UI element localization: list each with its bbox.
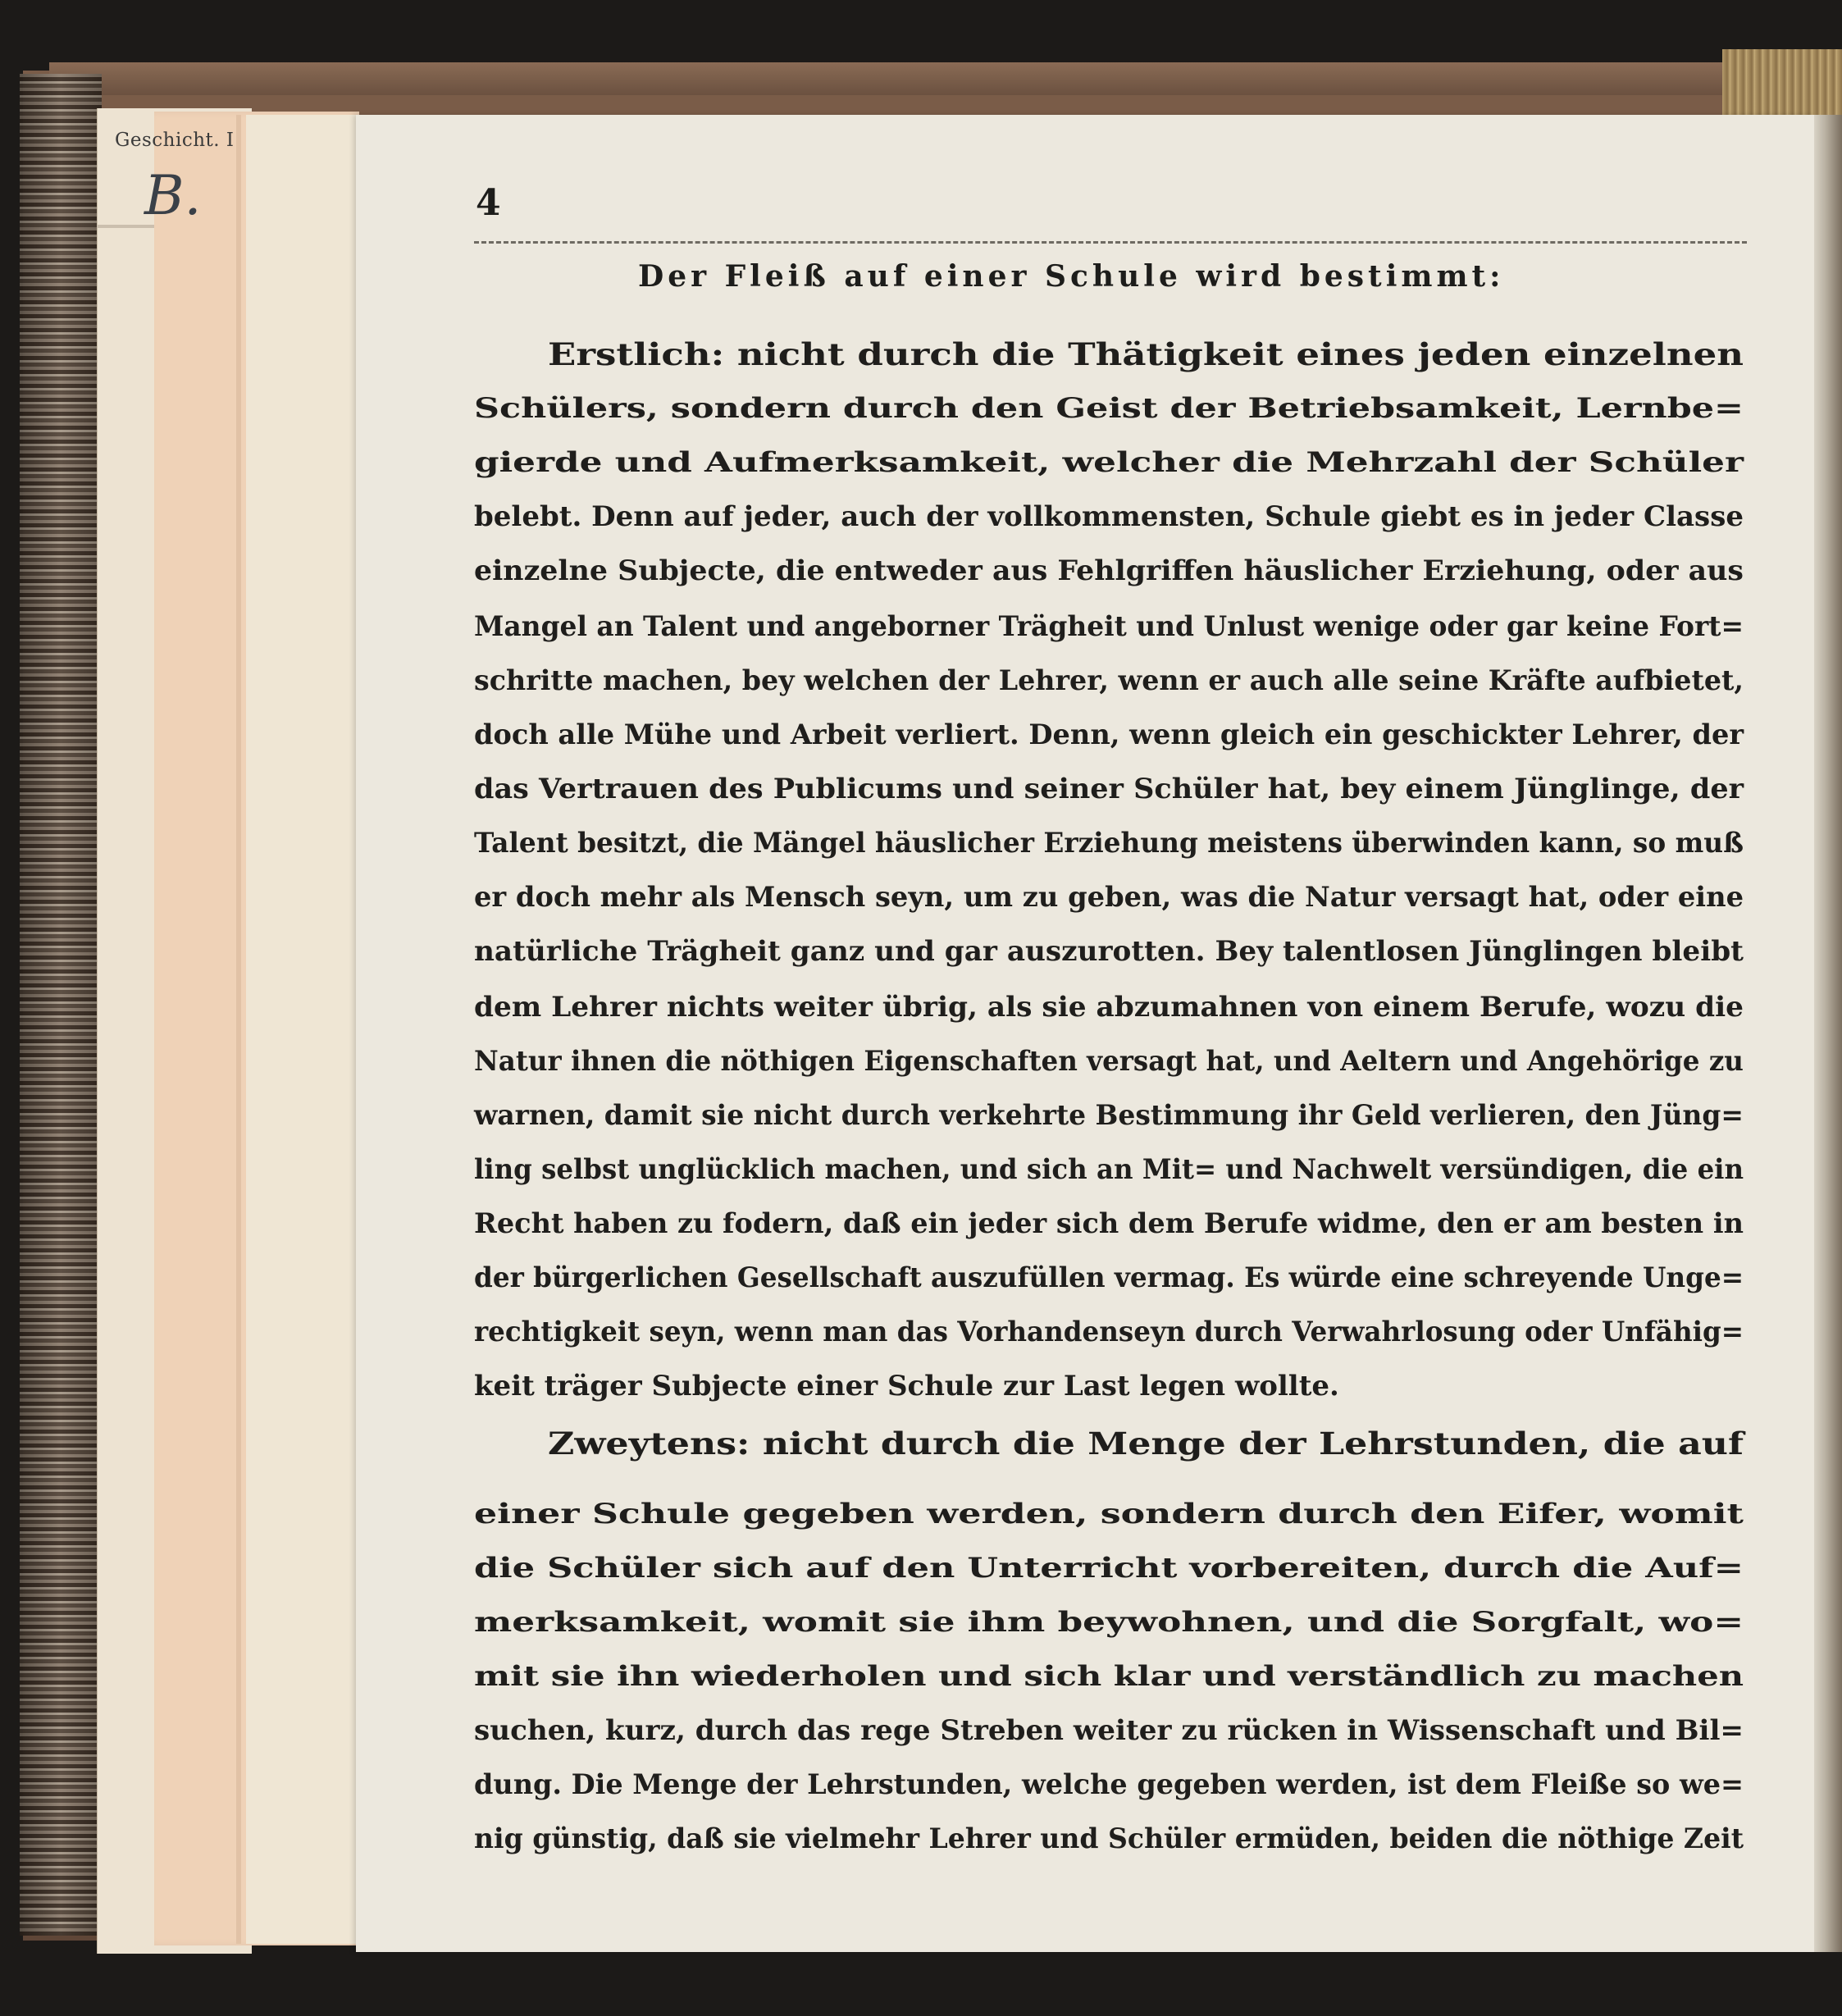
shelf-label-letter: B. xyxy=(144,164,202,227)
text-line: mit sie ihn wiederholen und sich klar und verständlich zu machen xyxy=(474,1660,1744,1693)
text-line: warnen, damit sie nicht durch verkehrte Bestimmung ihr Geld verlieren, den Jüng= xyxy=(474,1099,1744,1132)
text-line: suchen, kurz, durch das rege Streben weiter zu rücken in Wissenschaft und Bil= xyxy=(474,1714,1744,1747)
text-line: Zweytens: nicht durch die Menge der Lehrstunden, die auf xyxy=(548,1425,1744,1462)
text-line: einzelne Subjecte, die entweder aus Fehlgriffen häuslicher Erziehung, oder aus xyxy=(474,554,1744,587)
shelf-label-text: Geschicht. I xyxy=(115,130,235,151)
text-line: Schülers, sondern durch den Geist der Betriebsamkeit, Lernbe= xyxy=(474,392,1744,425)
text-line: merksamkeit, womit sie ihm beywohnen, und die Sorgfalt, wo= xyxy=(474,1606,1744,1639)
endpaper-edge xyxy=(236,115,241,1944)
text-line: nig günstig, daß sie vielmehr Lehrer und Schüler ermüden, beiden die nöthige Zeit xyxy=(474,1822,1744,1855)
text-line: einer Schule gegeben werden, sondern durch den Eifer, womit xyxy=(474,1498,1744,1530)
spine-shading xyxy=(20,74,102,1936)
text-line: Erstlich: nicht durch die Thätigkeit eines jeden einzelnen xyxy=(548,336,1744,372)
page-number: 4 xyxy=(476,182,501,224)
text-line: ling selbst unglücklich machen, und sich an Mit= und Nachwelt versündigen, die ein xyxy=(474,1153,1744,1186)
text-line: Natur ihnen die nöthigen Eigenschaften versagt hat, und Aeltern und Angehörige zu xyxy=(474,1045,1744,1078)
text-line: dung. Die Menge der Lehrstunden, welche gegeben werden, ist dem Fleiße so we= xyxy=(474,1768,1744,1801)
text-line: der bürgerlichen Gesellschaft auszufüllen vermag. Es würde eine schreyende Unge= xyxy=(474,1261,1744,1294)
page-heading: Der Fleiß auf einer Schule wird bestimmt: xyxy=(638,259,1505,294)
text-line: die Schüler sich auf den Unterricht vorbereiten, durch die Auf= xyxy=(474,1552,1744,1585)
text-line: gierde und Aufmerksamkeit, welcher die Mehrzahl der Schüler xyxy=(474,446,1744,479)
cover-top-edge xyxy=(49,62,1771,95)
header-rule xyxy=(474,241,1747,244)
text-line: keit träger Subjecte einer Schule zur Last legen wollte. xyxy=(474,1370,1339,1403)
gilt-page-edges xyxy=(1722,49,1842,123)
text-line: Mangel an Talent und angeborner Trägheit und Unlust wenige oder gar keine Fort= xyxy=(474,610,1744,643)
text-line: dem Lehrer nichts weiter übrig, als sie abzumahnen von einem Berufe, wozu die xyxy=(474,991,1744,1024)
page-stack-edge xyxy=(1814,115,1842,1952)
text-line: er doch mehr als Mensch seyn, um zu geben, was die Natur versagt hat, oder eine xyxy=(474,881,1744,914)
text-line: belebt. Denn auf jeder, auch der vollkommensten, Schule giebt es in jeder Classe xyxy=(474,500,1744,533)
text-line: doch alle Mühe und Arbeit verliert. Denn, wenn gleich ein geschickter Lehrer, der xyxy=(474,718,1744,751)
flyleaf xyxy=(246,115,361,1944)
text-line: rechtigkeit seyn, wenn man das Vorhandenseyn durch Verwahrlosung oder Unfähig= xyxy=(474,1316,1744,1348)
text-line: Recht haben zu fodern, daß ein jeder sich dem Berufe widme, den er am besten in xyxy=(474,1207,1744,1240)
text-line: das Vertrauen des Publicums und seiner Schüler hat, bey einem Jünglinge, der xyxy=(474,773,1744,805)
text-line: schritte machen, bey welchen der Lehrer, wenn er auch alle seine Kräfte aufbietet, xyxy=(474,664,1744,697)
text-line: Talent besitzt, die Mängel häuslicher Erziehung meistens überwinden kann, so muß xyxy=(474,827,1744,860)
text-line: natürliche Trägheit ganz und gar auszurotten. Bey talentlosen Jünglingen bleibt xyxy=(474,935,1744,968)
